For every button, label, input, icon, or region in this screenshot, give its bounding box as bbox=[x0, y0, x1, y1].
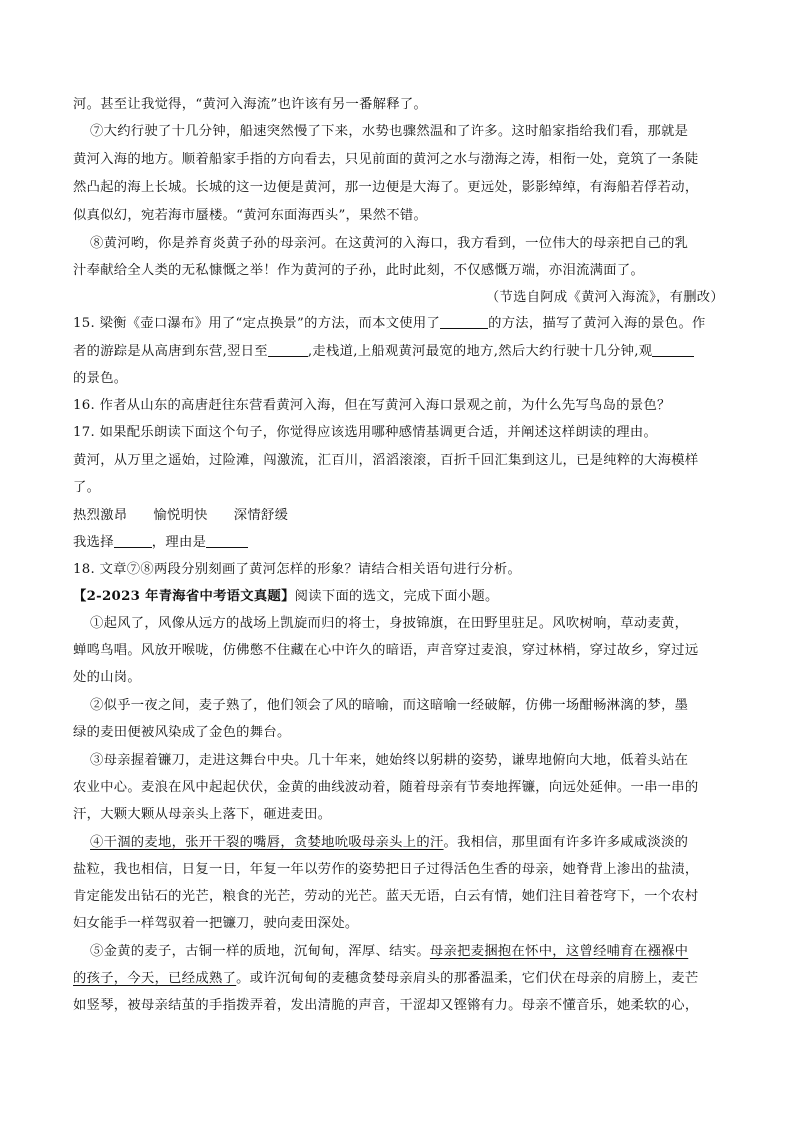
answer-blank[interactable] bbox=[206, 534, 248, 548]
option-3: 深情舒缓 bbox=[233, 508, 289, 523]
passage-line: 绿的麦田便被风染成了金色的舞台。 bbox=[73, 725, 291, 740]
answer-blank[interactable] bbox=[268, 343, 308, 357]
underlined-phrase: 母亲把麦捆抱在怀中，这曾经哺育在襁褓中 bbox=[429, 944, 689, 959]
question-18: 18. 文章⑦⑧两段分别刻画了黄河怎样的形象？请结合相关语句进行分析。 bbox=[73, 562, 522, 577]
passage-line: 肯定能发出钻石的光芒，粮食的光芒，劳动的光芒。蓝天无语，白云有情，她们注目着苍穹下，一个农村 bbox=[73, 889, 699, 904]
question-15: 15. 梁衡《壶口瀑布》用了“定点换景”的方法，而本文使用了 的方法，描写了黄河入海的景色。作 bbox=[73, 316, 706, 331]
passage-line: 如竖琴，被母亲结茧的手指拨弄着，发出清脆的声音，干涩却又铿锵有力。母亲不懂音乐，她柔软的心， bbox=[73, 998, 699, 1013]
source-note: （节选自阿成《黄河入海流》，有删改） bbox=[485, 290, 724, 305]
paragraph-1: ①起风了，风像从远方的战场上凯旋而归的将士，身披锦旗，在田野里驻足。风吹树响，草动麦黄， bbox=[90, 616, 689, 631]
paragraph-7: ⑦大约行驶了十几分钟，船速突然慢了下来，水势也骤然温和了许多。这时船家指给我们看，那就是 bbox=[90, 124, 689, 139]
option-2: 愉悦明快 bbox=[153, 508, 208, 523]
passage-line: 处的山岗。 bbox=[73, 670, 141, 685]
paragraph-2: ②似乎一夜之间，麦子熟了，他们领会了风的暗喻，而这暗喻一经破解，仿佛一场酣畅淋漓的梦，墨 bbox=[90, 698, 689, 713]
paragraph-4: ④干涸的麦地，张开干裂的嘴唇，贪婪地吮吸母亲头上的汗。我相信，那里面有许多许多咸咸淡淡的 bbox=[90, 835, 689, 850]
passage-line: 妇女能手一样驾驭着一把镰刀，驶向麦田深处。 bbox=[73, 916, 359, 931]
quoted-sentence: 黄河，从万里之遥始，过险滩，闯激流，汇百川，滔滔滚滚，百折千回汇集到这儿，已是纯粹的大海模样 bbox=[73, 453, 699, 468]
passage-line: 的孩子，今天，已经成熟了。或许沉甸甸的麦穗贪婪母亲肩头的那番温柔，它们伏在母亲的肩膀上，麦芒 bbox=[73, 971, 699, 986]
choice-line: 我选择 ，理由是 bbox=[73, 534, 724, 552]
question-17: 17. 如果配乐朗读下面这个句子，你觉得应该选用哪种感情基调更合适，并阐述这样朗读的理由。 bbox=[73, 425, 658, 440]
question-15-cont: 者的游踪是从高唐到东营,翌日至 ,走栈道,上船观黄河最宽的地方,然后大约行驶十几分钟,观 bbox=[73, 343, 724, 361]
tone-options bbox=[73, 507, 724, 525]
question-15-cont: 的景色。 bbox=[73, 371, 128, 386]
answer-blank[interactable] bbox=[440, 315, 488, 329]
passage-line: 黄河入海的地方。顺着船家手指的方向看去，只见前面的黄河之水与渤海之涛，相衔一处，竟筑了一条陡 bbox=[73, 152, 699, 167]
paragraph-8: ⑧黄河哟，你是养育炎黄子孙的母亲河。在这黄河的入海口，我方看到，一位伟大的母亲把自己的乳 bbox=[90, 236, 689, 251]
paragraph-5: ⑤金黄的麦子，古铜一样的质地，沉甸甸，浑厚、结实。母亲把麦捆抱在怀中，这曾经哺育在襁褓中 bbox=[90, 944, 689, 959]
passage-line: 农业中心。麦浪在风中起起伏伏，金黄的曲线波动着，随着母亲有节奏地挥镰，向远处延伸。一串一串的 bbox=[73, 780, 699, 795]
passage-line: 汗，大颗大颗从母亲头上落下，砸进麦田。 bbox=[73, 807, 332, 822]
paragraph-3: ③母亲握着镰刀，走进这舞台中央。几十年来，她始终以躬耕的姿势，谦卑地俯向大地，低着头站在 bbox=[90, 753, 689, 768]
passage-line: 然凸起的海上长城。长城的这一边便是黄河，那一边便是大海了。更远处，影影绰绰，有海船若俘若动， bbox=[73, 180, 699, 195]
section-header: 【2-2023 年青海省中考语文真题】阅读下面的选文，完成下面小题。 bbox=[73, 589, 499, 604]
passage-line: 河。甚至让我觉得，“黄河入海流”也许该有另一番解释了。 bbox=[73, 97, 428, 112]
section-tag: 【2-2023 年青海省中考语文真题】 bbox=[73, 589, 295, 604]
passage-line: 似真似幻，宛若海市蜃楼。“黄河东面海西头”，果然不错。 bbox=[73, 208, 428, 223]
question-16: 16. 作者从山东的高唐赶往东营看黄河入海，但在写黄河入海口景观之前，为什么先写鸟岛的景色？ bbox=[73, 398, 671, 413]
passage-line: 蝉鸣鸟唱。风放开喉咙，仿佛憋不住藏在心中许久的暗语，声音穿过麦浪，穿过林梢，穿过故乡，穿过远 bbox=[73, 643, 699, 658]
underlined-phrase: ④干涸的麦地，张开干裂的嘴唇，贪婪地吮吸母亲头上的汗 bbox=[90, 835, 444, 850]
passage-line: 汁奉献给全人类的无私慷慨之举！作为黄河的子孙，此时此刻，不仅感慨万端，亦泪流满面了。 bbox=[73, 263, 645, 278]
quoted-sentence: 了。 bbox=[73, 480, 101, 495]
answer-blank[interactable] bbox=[114, 534, 152, 548]
answer-blank[interactable] bbox=[652, 343, 694, 357]
underlined-phrase: 的孩子，今天，已经成熟了 bbox=[73, 971, 237, 986]
passage-line: 盐粒，我也相信，日复一日，年复一年以劳作的姿势把日子过得活色生香的母亲，她脊背上渗出的盐渍， bbox=[73, 862, 699, 877]
option-1: 热烈激昂 bbox=[73, 508, 128, 523]
